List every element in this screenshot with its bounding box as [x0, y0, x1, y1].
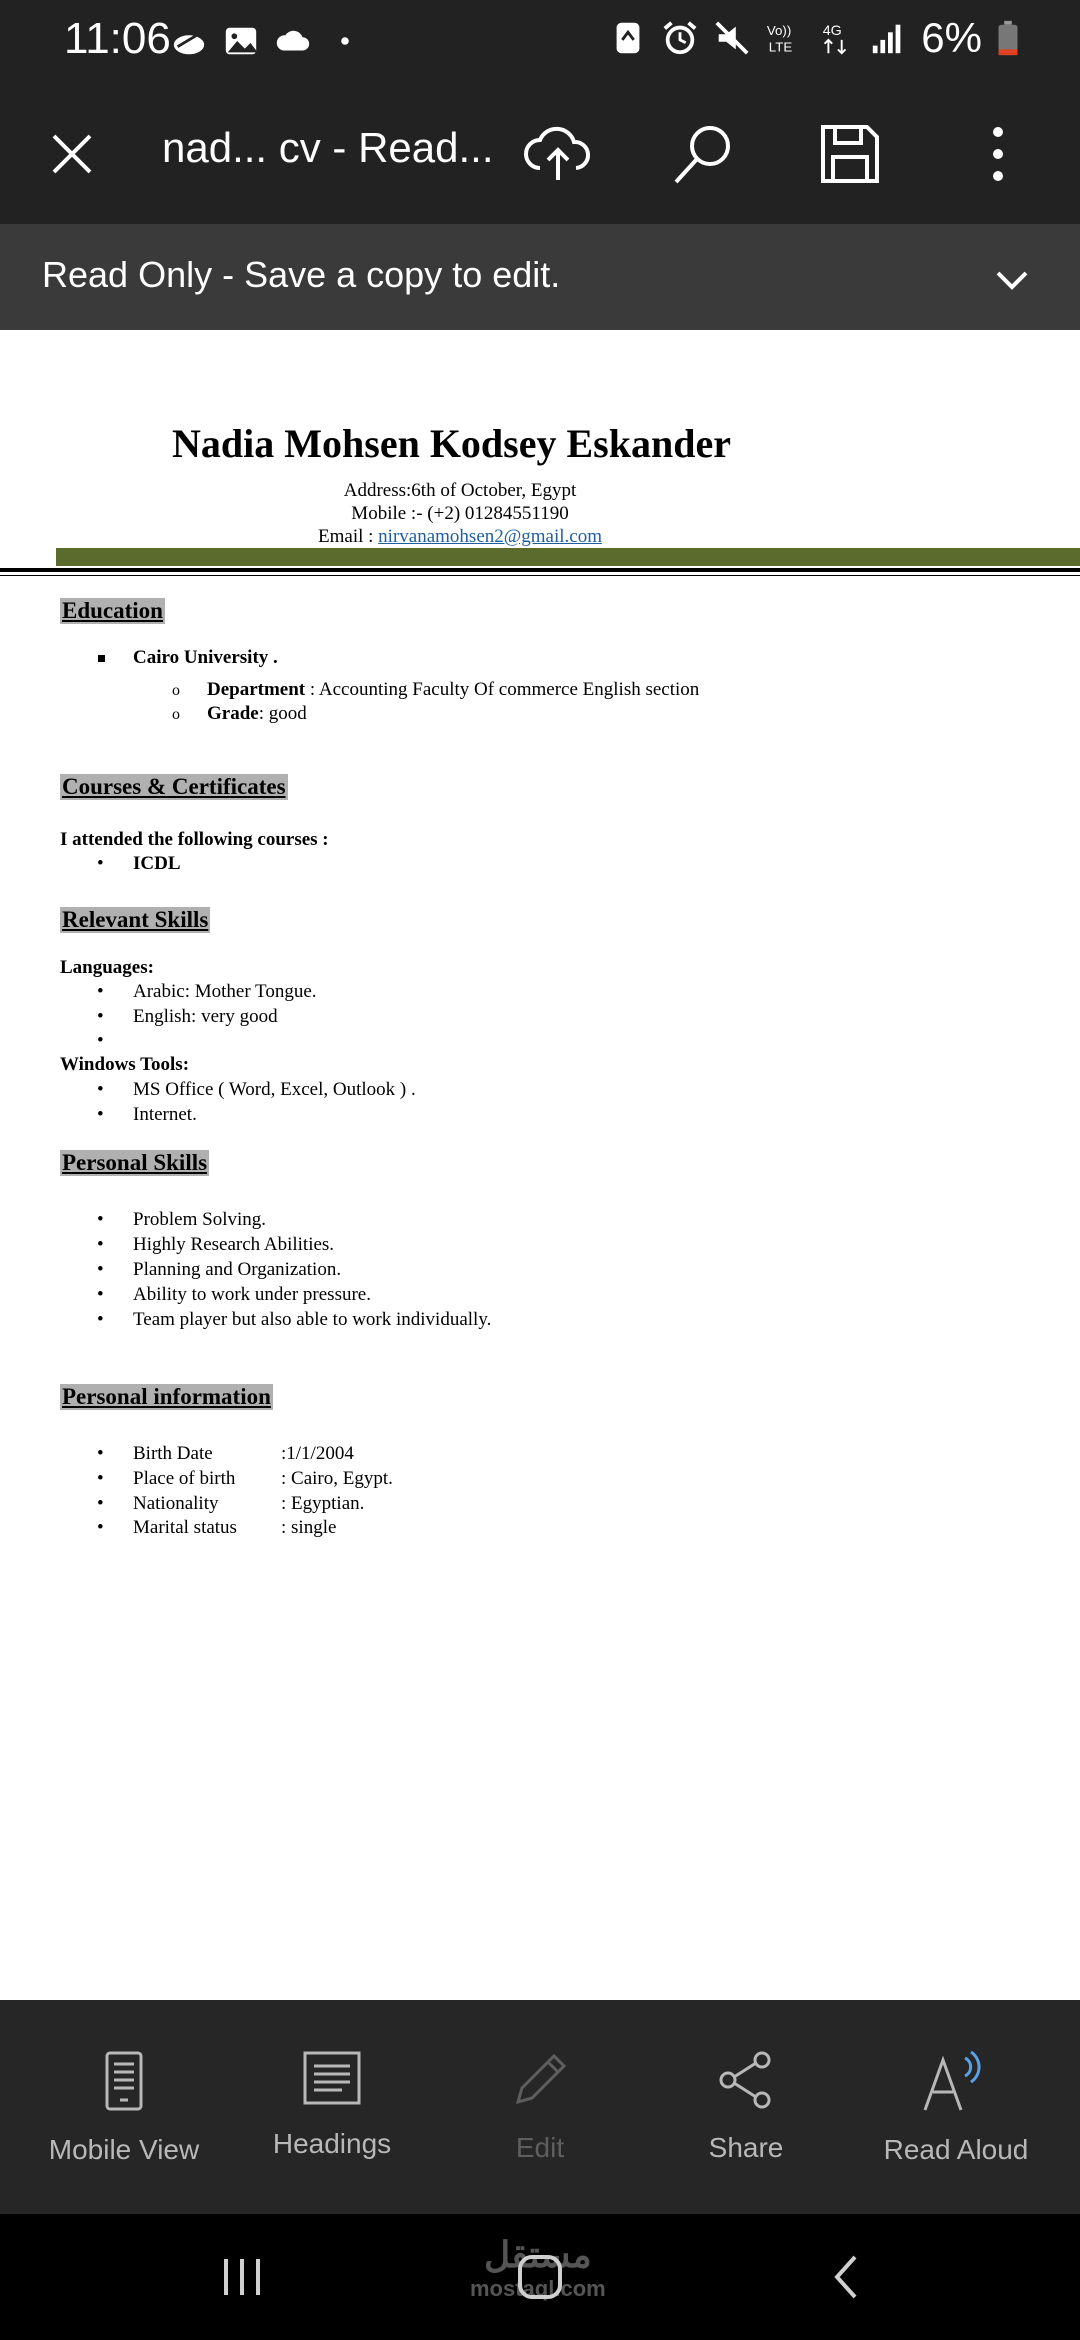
personal-info-row [133, 1493, 364, 1515]
mobile-view-button[interactable] [24, 2050, 224, 2166]
info-value: : Cairo, Egypt. [281, 1468, 393, 1489]
header-divider-thin [0, 575, 1080, 576]
square-bullet [98, 655, 105, 662]
save-button[interactable] [808, 112, 892, 196]
signal-icon [869, 19, 907, 57]
bottom-toolbar [0, 2000, 1080, 2214]
bullet: • [97, 1030, 104, 1051]
status-time: 11:06 [64, 14, 171, 63]
headings-label: Headings [272, 2128, 392, 2159]
document-title: nad... cv - Read... [162, 124, 494, 171]
back-button[interactable] [806, 2244, 886, 2310]
header-divider-thick [0, 568, 1080, 572]
education-university: Cairo University . [133, 647, 278, 668]
cv-name: Nadia Mohsen Kodsey Eskander [172, 421, 731, 466]
personal-skills-heading: Personal Skills [62, 1150, 208, 1175]
svg-text:4G: 4G [822, 23, 843, 40]
bullet: • [97, 1234, 104, 1255]
read-aloud-label: Read Aloud [883, 2134, 1029, 2165]
home-icon [516, 2253, 564, 2301]
weather-icon [170, 22, 208, 60]
cloud-icon [274, 22, 312, 60]
share-icon [716, 2050, 776, 2110]
battery-percentage: 6% [921, 14, 982, 61]
back-icon [831, 2253, 861, 2301]
cv-email-label: Email : [318, 526, 379, 547]
dot-icon [326, 22, 364, 60]
circle-bullet: o [172, 706, 180, 723]
mute-icon [713, 19, 751, 57]
watermark-arabic: مستقل [483, 2234, 592, 2275]
cv-address: Address:6th of October, Egypt [343, 480, 577, 501]
read-aloud-button[interactable] [856, 2050, 1056, 2166]
system-nav-bar [0, 2214, 1080, 2340]
document-page[interactable] [0, 330, 1080, 2000]
network-4g-icon [817, 19, 855, 57]
info-label: Nationality [133, 1493, 219, 1514]
language-item: English: very good [133, 1006, 278, 1027]
personal-skill-item: Highly Research Abilities. [133, 1234, 335, 1255]
cv-email-link[interactable]: nirvanamohsen2@gmail.com [378, 526, 602, 547]
education-heading: Education [62, 598, 163, 623]
mobile-view-label: Mobile View [48, 2134, 200, 2165]
education-grade [207, 703, 307, 725]
bullet: • [97, 853, 104, 874]
search-icon [670, 120, 738, 188]
edit-button[interactable] [440, 2050, 640, 2164]
cv-email-line [0, 526, 920, 548]
pencil-icon [510, 2050, 570, 2110]
languages-label: Languages: [60, 957, 154, 978]
headings-button[interactable] [232, 2050, 432, 2160]
chevron-down-icon[interactable] [992, 260, 1032, 300]
info-label: Place of birth [133, 1468, 236, 1489]
cv-mobile: Mobile :- (+2) 01284551190 [351, 503, 569, 524]
battery-icon [996, 19, 1020, 57]
personal-skill-item: Problem Solving. [133, 1209, 267, 1230]
home-button[interactable] [500, 2244, 580, 2310]
courses-heading: Courses & Certificates [62, 774, 286, 799]
more-options-button[interactable] [956, 112, 1040, 196]
language-item: Arabic: Mother Tongue. [133, 981, 317, 1002]
headings-icon [302, 2050, 362, 2106]
bullet: • [97, 1006, 104, 1027]
bullet: • [97, 1468, 104, 1489]
read-only-banner[interactable] [0, 224, 1080, 330]
search-button[interactable] [662, 112, 746, 196]
notification-icons [170, 22, 364, 60]
recent-apps-button[interactable] [202, 2244, 282, 2310]
upload-button[interactable] [516, 112, 600, 196]
circle-bullet: o [172, 682, 180, 699]
windows-tools-label: Windows Tools: [60, 1054, 190, 1075]
bullet: • [97, 1209, 104, 1230]
system-status-icons [609, 14, 1020, 62]
department-label: Department [207, 679, 306, 700]
edit-label: Edit [515, 2132, 565, 2163]
education-department [207, 679, 699, 701]
read-aloud-icon [921, 2050, 991, 2112]
grade-label: Grade [207, 703, 259, 724]
bullet: • [97, 1259, 104, 1280]
gallery-icon [222, 22, 260, 60]
bullet: • [97, 1517, 104, 1538]
more-options-icon [988, 124, 1008, 184]
bullet: • [97, 1284, 104, 1305]
personal-info-heading: Personal information [62, 1384, 271, 1409]
course-item: ICDL [133, 853, 181, 874]
info-value: :1/1/2004 [281, 1443, 354, 1464]
read-only-message: Read Only - Save a copy to edit. [42, 254, 561, 295]
grade-value: : good [258, 703, 307, 724]
personal-skill-item: Planning and Organization. [133, 1259, 342, 1280]
personal-info-row [133, 1517, 336, 1539]
close-icon [48, 130, 96, 178]
svg-text:Vo)): Vo)) [767, 23, 792, 39]
nfc-icon [609, 19, 647, 57]
save-icon [819, 123, 881, 185]
app-bar [0, 84, 1080, 224]
bullet: • [97, 1443, 104, 1464]
alarm-icon [661, 19, 699, 57]
share-button[interactable] [646, 2050, 846, 2164]
info-label: Marital status [133, 1517, 237, 1538]
cloud-upload-icon [522, 122, 594, 186]
mobile-view-icon [104, 2050, 144, 2112]
svg-text:LTE: LTE [769, 39, 793, 55]
bullet: • [97, 1309, 104, 1330]
relevant-skills-heading: Relevant Skills [62, 907, 209, 932]
personal-info-row [133, 1468, 393, 1490]
personal-info-row [133, 1443, 354, 1465]
status-bar [0, 0, 1080, 84]
info-value: : Egyptian. [281, 1493, 365, 1514]
info-label: Birth Date [133, 1443, 213, 1464]
bullet: • [97, 1104, 104, 1125]
bullet: • [97, 981, 104, 1002]
personal-skill-item: Team player but also able to work individually. [133, 1309, 492, 1330]
close-button[interactable] [30, 112, 114, 196]
recent-apps-icon [220, 2257, 264, 2297]
windows-tool-item: Internet. [133, 1104, 197, 1125]
department-value: : Accounting Faculty Of commerce English section [305, 679, 700, 700]
header-divider-green [56, 548, 1080, 566]
personal-skill-item: Ability to work under pressure. [133, 1284, 371, 1305]
windows-tool-item: MS Office ( Word, Excel, Outlook ) . [133, 1079, 416, 1100]
bullet: • [97, 1079, 104, 1100]
share-label: Share [708, 2132, 784, 2163]
bullet: • [97, 1493, 104, 1514]
volte-icon [765, 19, 803, 57]
info-value: : single [281, 1517, 337, 1538]
courses-intro: I attended the following courses : [60, 829, 329, 850]
watermark-latin: mostaql.com [470, 2276, 606, 2301]
